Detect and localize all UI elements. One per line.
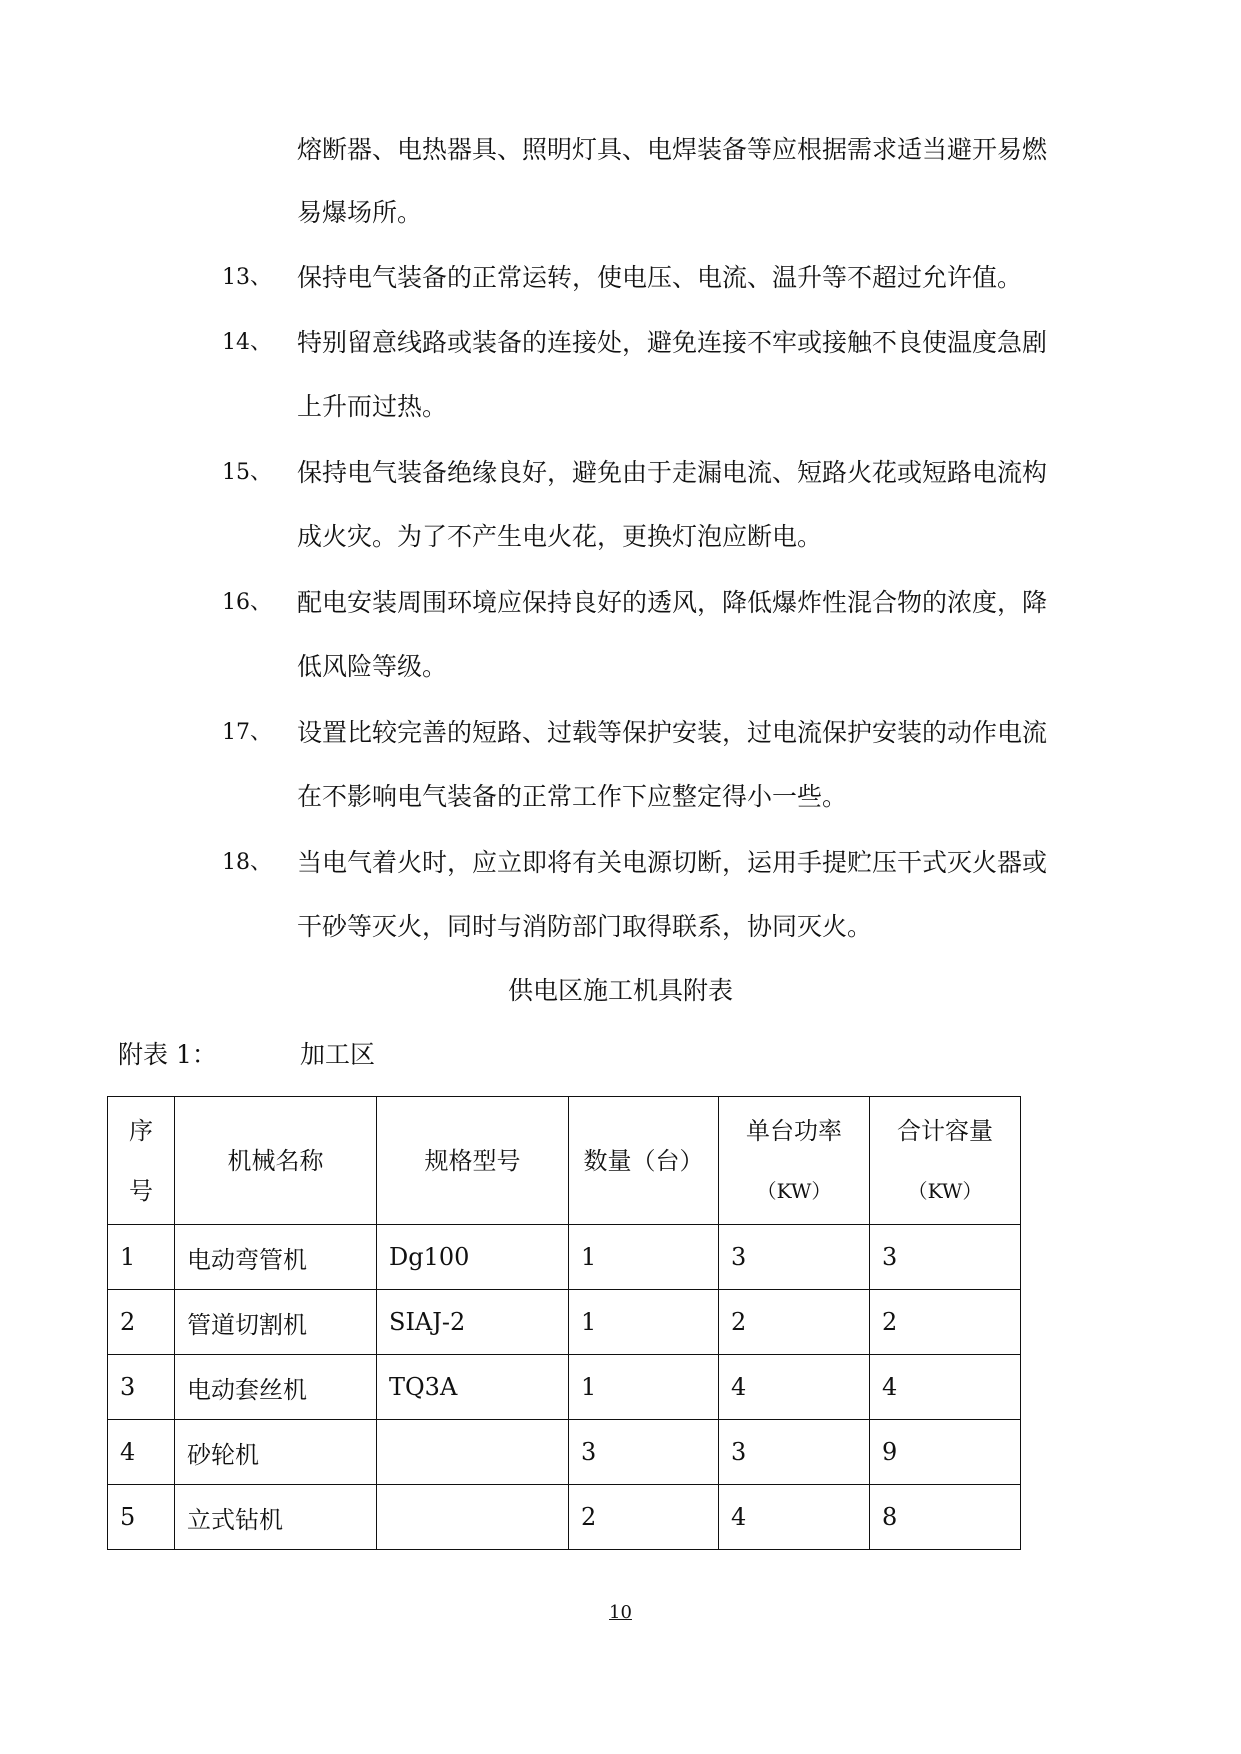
cell-model: SIAJ-2 xyxy=(377,1290,569,1355)
header-power-line1: 单台功率 xyxy=(746,1116,842,1145)
page-number: 10 xyxy=(609,1602,632,1623)
header-seq-line2: 号 xyxy=(129,1176,153,1205)
header-seq-line1: 序 xyxy=(129,1116,153,1145)
paragraph-line: 在不影响电气装备的正常工作下应整定得小一些。 xyxy=(297,782,848,811)
header-model: 规格型号 xyxy=(377,1097,569,1225)
paragraph-line: 设置比较完善的短路、过载等保护安装，过电流保护安装的动作电流 xyxy=(297,718,1048,747)
item-number: 13、 xyxy=(222,265,272,290)
cell-seq: 5 xyxy=(108,1485,175,1550)
cell-name: 管道切割机 xyxy=(175,1290,377,1355)
header-total-line1: 合计容量 xyxy=(897,1116,993,1145)
paragraph-line: 熔断器、电热器具、照明灯具、电焊装备等应根据需求适当避开易燃 xyxy=(297,135,1048,164)
cell-power: 2 xyxy=(719,1290,870,1355)
cell-total: 3 xyxy=(870,1225,1021,1290)
section-title: 供电区施工机具附表 xyxy=(507,976,733,1005)
cell-qty: 2 xyxy=(569,1485,719,1550)
header-qty: 数量（台） xyxy=(569,1097,719,1225)
item-number: 15、 xyxy=(222,460,272,485)
cell-total: 4 xyxy=(870,1355,1021,1420)
paragraph-line: 低风险等级。 xyxy=(297,652,448,681)
paragraph-line: 成火灾。为了不产生电火花，更换灯泡应断电。 xyxy=(297,522,823,551)
paragraph-line: 干砂等灭火，同时与消防部门取得联系，协同灭火。 xyxy=(297,912,873,941)
cell-total: 9 xyxy=(870,1420,1021,1485)
cell-model: TQ3A xyxy=(377,1355,569,1420)
cell-total: 8 xyxy=(870,1485,1021,1550)
paragraph-line: 配电安装周围环境应保持良好的透风，降低爆炸性混合物的浓度，降 xyxy=(297,588,1048,617)
cell-model: Dg100 xyxy=(377,1225,569,1290)
cell-seq: 2 xyxy=(108,1290,175,1355)
table-row xyxy=(108,1485,1021,1550)
cell-model xyxy=(377,1420,569,1485)
cell-name: 砂轮机 xyxy=(175,1420,377,1485)
item-number: 16、 xyxy=(222,590,272,615)
paragraph-line: 保持电气装备的正常运转，使电压、电流、温升等不超过允许值。 xyxy=(297,263,1023,292)
table-row xyxy=(108,1355,1021,1420)
table-row xyxy=(108,1290,1021,1355)
cell-power: 3 xyxy=(719,1420,870,1485)
equipment-table xyxy=(107,1096,1021,1550)
table-header-row xyxy=(108,1097,1021,1225)
cell-seq: 1 xyxy=(108,1225,175,1290)
paragraph-line: 保持电气装备绝缘良好，避免由于走漏电流、短路火花或短路电流构 xyxy=(297,458,1048,487)
header-power-line2: （KW） xyxy=(756,1178,832,1203)
table-label: 附表 1： xyxy=(118,1040,217,1069)
cell-name: 电动套丝机 xyxy=(175,1355,377,1420)
cell-qty: 1 xyxy=(569,1355,719,1420)
cell-seq: 4 xyxy=(108,1420,175,1485)
cell-qty: 1 xyxy=(569,1290,719,1355)
item-number: 17、 xyxy=(222,720,272,745)
item-number: 18、 xyxy=(222,850,272,875)
header-total-line2: （KW） xyxy=(907,1178,983,1203)
cell-total: 2 xyxy=(870,1290,1021,1355)
cell-qty: 3 xyxy=(569,1420,719,1485)
table-area: 加工区 xyxy=(300,1040,376,1069)
cell-power: 4 xyxy=(719,1355,870,1420)
cell-qty: 1 xyxy=(569,1225,719,1290)
table-row xyxy=(108,1420,1021,1485)
paragraph-line: 特别留意线路或装备的连接处，避免连接不牢或接触不良使温度急剧 xyxy=(297,328,1048,357)
header-name: 机械名称 xyxy=(175,1097,377,1225)
paragraph-line: 上升而过热。 xyxy=(297,392,448,421)
paragraph-line: 易爆场所。 xyxy=(297,198,423,227)
cell-power: 3 xyxy=(719,1225,870,1290)
cell-name: 电动弯管机 xyxy=(175,1225,377,1290)
paragraph-line: 当电气着火时，应立即将有关电源切断，运用手提贮压干式灭火器或 xyxy=(297,848,1048,877)
table-row xyxy=(108,1225,1021,1290)
header-total xyxy=(870,1097,1021,1225)
header-seq xyxy=(108,1097,175,1225)
header-power xyxy=(719,1097,870,1225)
cell-name: 立式钻机 xyxy=(175,1485,377,1550)
item-number: 14、 xyxy=(222,330,272,355)
cell-model xyxy=(377,1485,569,1550)
cell-power: 4 xyxy=(719,1485,870,1550)
cell-seq: 3 xyxy=(108,1355,175,1420)
